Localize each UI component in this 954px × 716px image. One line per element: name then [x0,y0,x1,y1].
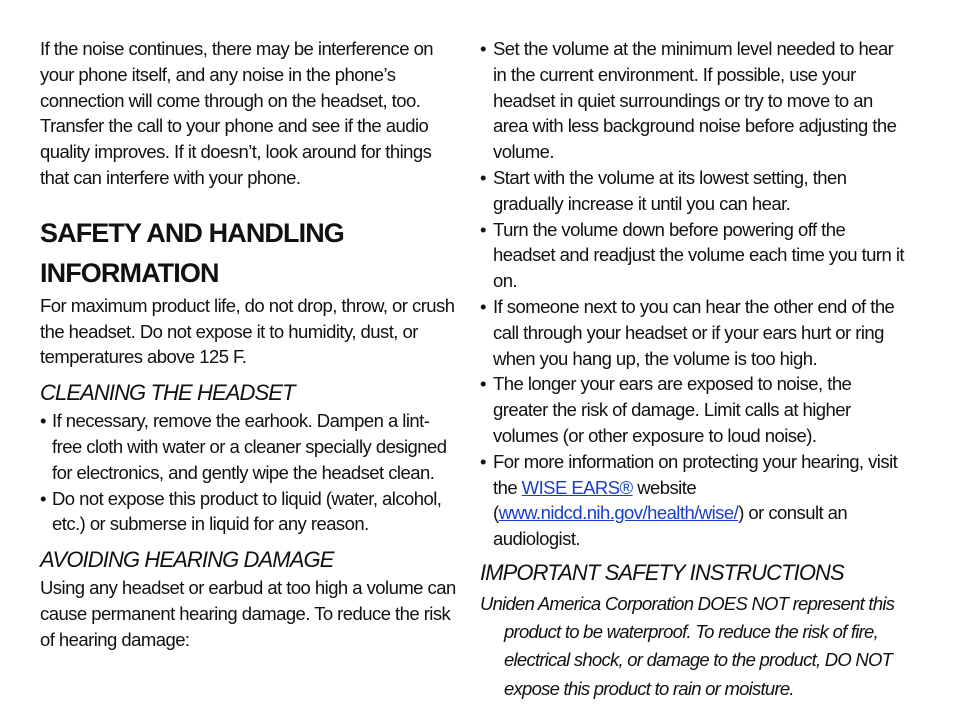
hearing-heading: AVOIDING HEARING DAMAGE [40,547,334,573]
list-item: • Start with the volume at its lowest setting, then gradually increase it until you can hear. [480,165,908,217]
list-item: • If someone next to you can hear the other end of the call through your headset or if your ears hurt or ring when you hang up, the volume is too high. [480,294,908,371]
nidcd-url-link[interactable]: www.nidcd.nih.gov/health/wise/ [498,502,739,524]
list-item: • Set the volume at the minimum level needed to hear in the current environment. If possible, use your headset in quiet surroundings or try to move to an area with less background noise before adjusting the volume. [480,36,908,165]
safety-instructions-heading: IMPORTANT SAFETY INSTRUCTIONS [480,559,844,585]
cleaning-heading: CLEANING THE HEADSET [40,380,295,406]
right-column [480,36,908,703]
cleaning-list [40,408,458,537]
list-item-more-info [480,449,908,552]
list-item: • Do not expose this product to liquid (water, alcohol, etc.) or submerse in liquid for any reason. [40,486,458,538]
safety-paragraph: For maximum product life, do not drop, throw, or crush the headset. Do not expose it to humidity, dust, or temperatures above 125 F. [40,294,455,368]
more-info-prefix: For more information on protecting your hearing, visit the [493,450,898,498]
interference-paragraph: If the noise continues, there may be interference on your phone itself, and any noise in the phone’s connection will come through on the headset, too. Transfer the call to your phone and see if the audio quality improves. If it doesn’t, look around for things that can interfere with your phone. [40,38,434,188]
left-column [40,36,458,653]
safety-instructions-paragraph: Uniden America Corporation DOES NOT represent this product to be waterproof. To reduce the risk of fire, electrical shock, or damage to the product, DO NOT expose this product to rain or moisture. [480,592,895,699]
hearing-tips-list [480,36,908,552]
list-item: • The longer your ears are exposed to noise, the greater the risk of damage. Limit calls at higher volumes (or other exposure to loud noise). [480,371,908,448]
more-info-middle: website ( [493,476,697,524]
wise-ears-link[interactable]: WISE EARS® [521,476,633,498]
list-item: • If necessary, remove the earhook. Dampen a lint-free cloth with water or a cleaner specially designed for electronics, and gently wipe the headset clean. [40,408,458,485]
safety-heading: SAFETY AND HANDLING INFORMATION [40,217,344,288]
hearing-paragraph: Using any headset or earbud at too high a volume can cause permanent hearing damage. To reduce the risk of hearing damage: [40,577,456,650]
more-info-suffix: ) or consult an audiologist. [493,502,848,550]
list-item: • Turn the volume down before powering off the headset and readjust the volume each time you turn it on. [480,217,908,294]
